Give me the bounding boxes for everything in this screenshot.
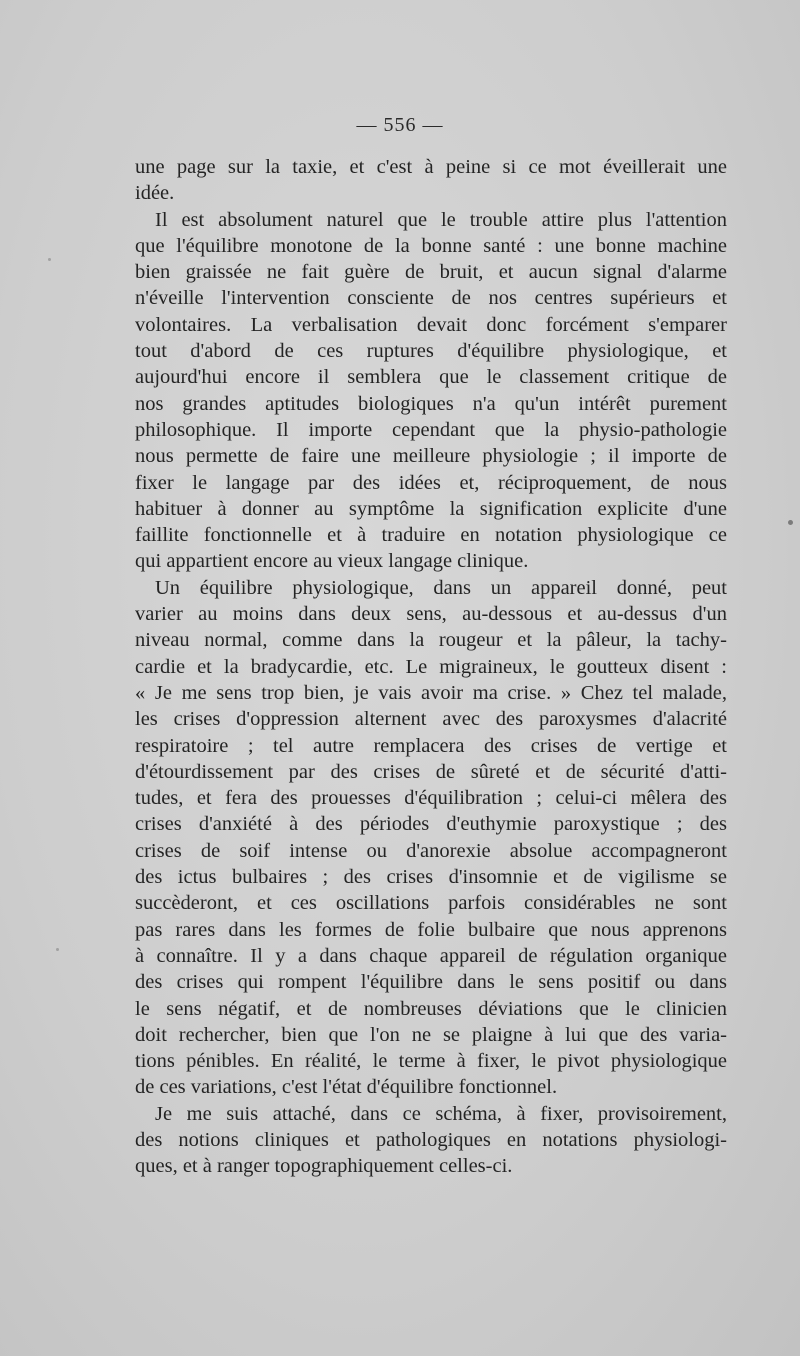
- text-line: varier au moins dans deux sens, au-dessous et au-dessus d'un: [135, 603, 727, 626]
- text-line: des notions cliniques et pathologiques en notations physiologi-: [135, 1128, 727, 1151]
- text-line: habituer à donner au symptôme la signification explicite d'une: [135, 497, 727, 520]
- body-text: [135, 154, 727, 1180]
- text-line: que l'équilibre monotone de la bonne santé : une bonne machine: [135, 234, 727, 257]
- text-line: qui appartient encore au vieux langage clinique.: [135, 550, 529, 573]
- text-line: crises d'anxiété à des périodes d'euthymie paroxystique ; des: [135, 813, 727, 836]
- text-line: idée.: [135, 182, 175, 205]
- text-line: une page sur la taxie, et c'est à peine si ce mot éveillerait une: [135, 156, 727, 178]
- text-line: nous permette de faire une meilleure physiologie ; il importe de: [135, 445, 727, 468]
- text-line: succèderont, et ces oscillations parfois considérables ne sont: [135, 892, 727, 915]
- text-line: doit rechercher, bien que l'on ne se plaigne à lui que des varia-: [135, 1023, 727, 1046]
- text-line: crises de soif intense ou d'anorexie absolue accompagneront: [135, 839, 727, 862]
- ink-speck: [56, 948, 59, 951]
- ink-speck: [48, 258, 51, 261]
- text-line: d'étourdissement par des crises de sûreté et de sécurité d'atti-: [135, 760, 727, 783]
- text-line: cardie et la bradycardie, etc. Le migraineux, le goutteux disent :: [135, 655, 727, 678]
- text-line: n'éveille l'intervention consciente de nos centres supérieurs et: [135, 287, 727, 310]
- text-line: Il est absolument naturel que le trouble attire plus l'attention: [155, 208, 727, 231]
- text-line: des crises qui rompent l'équilibre dans le sens positif ou dans: [135, 971, 727, 994]
- text-line: philosophique. Il importe cependant que la physio-pathologie: [135, 418, 727, 441]
- ink-speck: [788, 520, 793, 525]
- text-line: tions pénibles. En réalité, le terme à fixer, le pivot physiologique: [135, 1050, 727, 1073]
- paragraph: [135, 154, 727, 207]
- text-line: volontaires. La verbalisation devait donc forcément s'emparer: [135, 313, 727, 336]
- text-line: faillite fonctionnelle et à traduire en notation physiologique ce: [135, 524, 727, 547]
- text-line: respiratoire ; tel autre remplacera des crises de vertige et: [135, 734, 727, 757]
- paragraph: [135, 1101, 727, 1180]
- text-line: ques, et à ranger topographiquement celles-ci.: [135, 1155, 513, 1178]
- text-line: les crises d'oppression alternent avec des paroxysmes d'alacrité: [135, 708, 727, 731]
- text-line: des ictus bulbaires ; des crises d'insomnie et de vigilisme se: [135, 866, 727, 889]
- text-line: aujourd'hui encore il semblera que le classement critique de: [135, 366, 727, 389]
- text-line: à connaître. Il y a dans chaque appareil de régulation organique: [135, 944, 727, 967]
- text-line: « Je me sens trop bien, je vais avoir ma crise. » Chez tel malade,: [135, 681, 727, 704]
- text-line: tudes, et fera des prouesses d'équilibration ; celui-ci mêlera des: [135, 787, 727, 810]
- text-line: le sens négatif, et de nombreuses déviations que le clinicien: [135, 997, 727, 1020]
- page-number: — 556 —: [356, 114, 444, 136]
- text-line: fixer le langage par des idées et, réciproquement, de nous: [135, 471, 727, 494]
- paragraph: [135, 575, 727, 1101]
- text-line: Je me suis attaché, dans ce schéma, à fixer, provisoirement,: [155, 1102, 727, 1125]
- text-line: niveau normal, comme dans la rougeur et la pâleur, la tachy-: [135, 629, 727, 652]
- text-line: tout d'abord de ces ruptures d'équilibre physiologique, et: [135, 340, 727, 363]
- text-line: Un équilibre physiologique, dans un appareil donné, peut: [155, 576, 727, 599]
- paragraph: [135, 207, 727, 575]
- text-line: de ces variations, c'est l'état d'équilibre fonctionnel.: [135, 1076, 558, 1099]
- text-line: pas rares dans les formes de folie bulbaire que nous apprenons: [135, 918, 727, 941]
- text-line: bien graissée ne fait guère de bruit, et aucun signal d'alarme: [135, 261, 727, 284]
- text-line: nos grandes aptitudes biologiques n'a qu'un intérêt purement: [135, 392, 727, 415]
